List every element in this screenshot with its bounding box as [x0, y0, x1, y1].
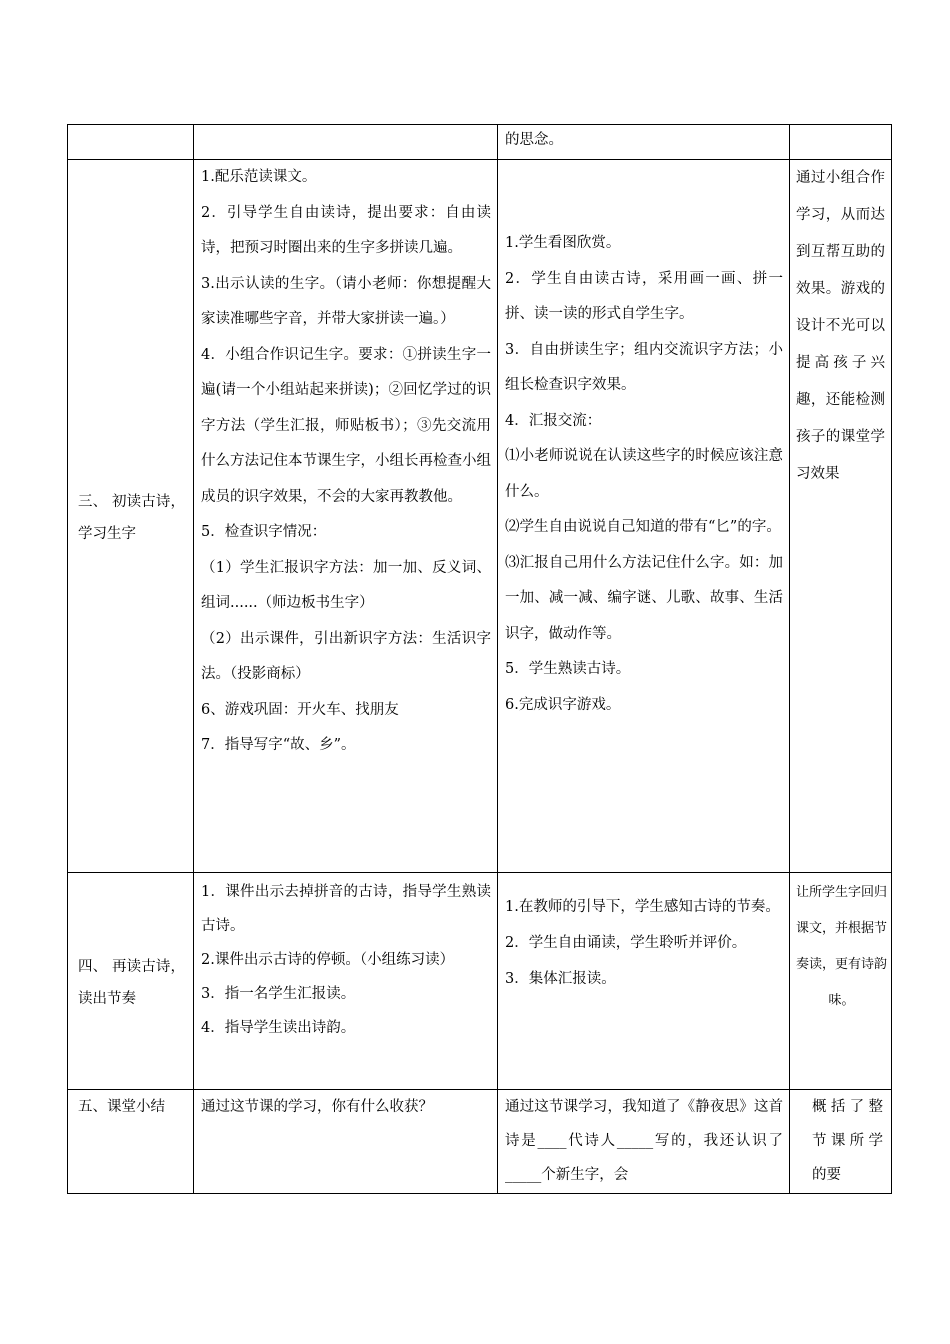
teacher-cell — [194, 873, 498, 1090]
student-step-2: 2．学生自由读古诗，采用画一画、拼一拼、读一读的形式自学生字。 — [505, 270, 783, 322]
student-step-6: 6.完成识字游戏。 — [505, 696, 621, 713]
stage-label: 四、 再读古诗，读出节奏 — [78, 959, 185, 1007]
teacher-cell — [194, 160, 498, 873]
teacher-step-4: 4．小组合作识记生字。要求：①拼读生字一遍(请一个小组站起来拼读)；②回忆学过的识字方法（学生汇报，师贴板书）；③先交流用什么方法记住本节课生字，小组长再检查小组成员的识字效果，不会的大家再教教他。 — [201, 346, 491, 505]
teacher-step-6: 6、游戏巩固：开火车、找朋友 — [201, 701, 399, 718]
student-step-4-1: ⑴小老师说说在认读这些字的时候应该注意什么。 — [505, 448, 783, 500]
student-step-5: 5．学生熟读古诗。 — [505, 661, 631, 677]
student-cell — [498, 160, 790, 873]
student-cell — [498, 873, 790, 1090]
teacher-step-1: 1.配乐范读课文。 — [201, 169, 317, 185]
teacher-text: 通过这节课的学习，你有什么收获？ — [201, 1099, 433, 1115]
intent-text: 概括了整节课所学的要 — [812, 1099, 883, 1183]
teacher-step-5: 5．检查识字情况： — [201, 524, 327, 540]
intent-text: 让所学生字回归课文，并根据节奏读，更有诗韵味。 — [796, 885, 888, 1008]
student-step-1: 1.学生看图欣赏。 — [505, 235, 621, 251]
student-cell — [498, 125, 790, 160]
intent-cell — [790, 873, 892, 1090]
teacher-step-3: 3．指一名学生汇报读。 — [201, 986, 356, 1002]
table-row-4 — [68, 873, 892, 1090]
student-step-3: 3．集体汇报读。 — [505, 971, 616, 987]
teacher-step-7: 7．指导写字“故、乡”。 — [201, 737, 356, 753]
student-step-4: 4．汇报交流： — [505, 412, 602, 429]
teacher-step-2: 2.课件出示古诗的停顿。（小组练习读） — [201, 952, 455, 968]
lesson-plan-table — [67, 124, 892, 1194]
teacher-step-5-1: （1）学生汇报识字方法：加一加、反义词、组词......（师边板书生字） — [201, 559, 491, 611]
stage-cell — [68, 873, 194, 1090]
teacher-step-3: 3.出示认读的生字。（请小老师：你想提醒大家读准哪些字音，并带大家拼读一遍。） — [201, 275, 491, 327]
table-row-5 — [68, 1090, 892, 1194]
stage-cell — [68, 1090, 194, 1194]
student-step-4-3: ⑶汇报自己用什么方法记住什么字。如：加一加、减一减、编字谜、儿歌、故事、生活识字，做动作等。 — [505, 554, 783, 642]
teacher-cell — [194, 1090, 498, 1194]
teacher-step-2: 2．引导学生自由读诗，提出要求：自由读诗，把预习时圈出来的生字多拼读几遍。 — [201, 204, 491, 256]
student-step-2: 2．学生自由诵读，学生聆听并评价。 — [505, 935, 747, 951]
student-text: 的思念。 — [505, 132, 563, 148]
intent-cell — [790, 125, 892, 160]
student-text: 通过这节课学习，我知道了《静夜思》这首诗是____代诗人_____写的，我还认识了_____个新生字，会 — [505, 1099, 783, 1183]
teacher-cell — [194, 125, 498, 160]
student-cell — [498, 1090, 790, 1194]
intent-text: 通过小组合作学习，从而达到互帮互助的效果。游戏的设计不光可以提高孩子兴趣，还能检测孩子的课堂学习效果 — [796, 170, 885, 482]
student-step-4-2: ⑵学生自由说说自己知道的带有“匕”的字。 — [505, 519, 781, 535]
stage-cell — [68, 160, 194, 873]
table-row-continued — [68, 125, 892, 160]
intent-cell — [790, 160, 892, 873]
stage-label: 五、课堂小结 — [78, 1099, 165, 1115]
stage-label: 三、 初读古诗，学习生字 — [78, 494, 185, 542]
teacher-step-4: 4．指导学生读出诗韵。 — [201, 1020, 356, 1036]
table-row-3 — [68, 160, 892, 873]
stage-cell — [68, 125, 194, 160]
teacher-step-1: 1．课件出示去掉拼音的古诗，指导学生熟读古诗。 — [201, 884, 491, 934]
intent-cell — [790, 1090, 892, 1194]
student-step-1: 1.在教师的引导下，学生感知古诗的节奏。 — [505, 899, 780, 915]
student-step-3: 3．自由拼读生字；组内交流识字方法；小组长检查识字效果。 — [505, 341, 783, 393]
teacher-step-5-2: （2）出示课件，引出新识字方法：生活识字法。（投影商标） — [201, 630, 491, 682]
